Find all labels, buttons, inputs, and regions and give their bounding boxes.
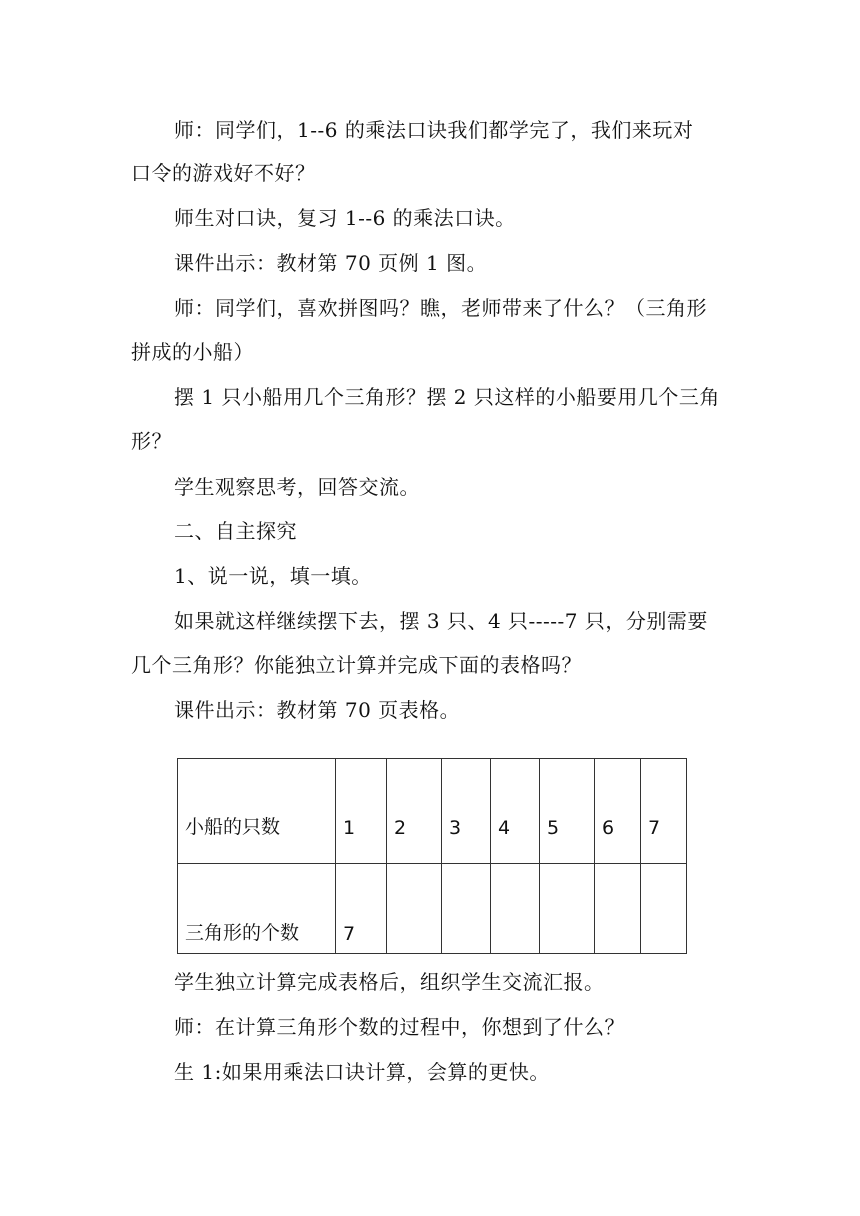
- paragraph-teacher-reflect: 师：在计算三角形个数的过程中，你想到了什么？: [174, 1015, 625, 1039]
- table-cell: 7: [336, 864, 387, 954]
- paragraph-continue-line1: 如果就这样继续摆下去，摆 3 只、4 只-----7 只，分别需要: [174, 609, 708, 633]
- paragraph-courseware-table: 课件出示：教材第 70 页表格。: [174, 698, 461, 722]
- subsection-heading: 1、说一说，填一填。: [174, 564, 372, 588]
- table-cell: 2: [387, 759, 442, 864]
- table-cell-empty: [442, 864, 491, 954]
- table-cell-empty: [387, 864, 442, 954]
- paragraph-report: 学生独立计算完成表格后，组织学生交流汇报。: [174, 970, 605, 994]
- table-row-triangles: [178, 864, 687, 954]
- table-cell: 6: [595, 759, 641, 864]
- table-cell: 1: [336, 759, 387, 864]
- row-header-boat-count: 小船的只数: [178, 759, 336, 864]
- table-cell: 5: [540, 759, 595, 864]
- table-cell: 3: [442, 759, 491, 864]
- paragraph-teacher-intro-line2: 口令的游戏好不好？: [131, 161, 316, 185]
- boat-triangle-table: [177, 758, 687, 954]
- table-row-boats: [178, 759, 687, 864]
- paragraph-teacher-puzzle-line1: 师：同学们，喜欢拼图吗？瞧，老师带来了什么？（三角形: [174, 296, 707, 320]
- paragraph-review: 师生对口诀，复习 1--6 的乘法口诀。: [174, 206, 516, 230]
- table-cell: 7: [641, 759, 687, 864]
- table-cell-empty: [641, 864, 687, 954]
- table-cell-empty: [540, 864, 595, 954]
- paragraph-observe: 学生观察思考，回答交流。: [174, 475, 420, 499]
- table-cell-empty: [595, 864, 641, 954]
- row-header-triangle-count: 三角形的个数: [178, 864, 336, 954]
- paragraph-question-line1: 摆 1 只小船用几个三角形？摆 2 只这样的小船要用几个三角: [174, 385, 720, 409]
- paragraph-teacher-intro-line1: 师：同学们，1--6 的乘法口诀我们都学完了，我们来玩对: [174, 118, 694, 142]
- paragraph-question-line2: 形？: [131, 429, 172, 453]
- paragraph-teacher-puzzle-line2: 拼成的小船）: [131, 340, 254, 364]
- paragraph-student-answer: 生 1:如果用乘法口诀计算，会算的更快。: [174, 1060, 550, 1084]
- paragraph-continue-line2: 几个三角形？你能独立计算并完成下面的表格吗？: [131, 653, 582, 677]
- table-cell-empty: [491, 864, 540, 954]
- table-cell: 4: [491, 759, 540, 864]
- paragraph-courseware-figure: 课件出示：教材第 70 页例 1 图。: [174, 251, 488, 275]
- section-heading: 二、自主探究: [174, 519, 297, 543]
